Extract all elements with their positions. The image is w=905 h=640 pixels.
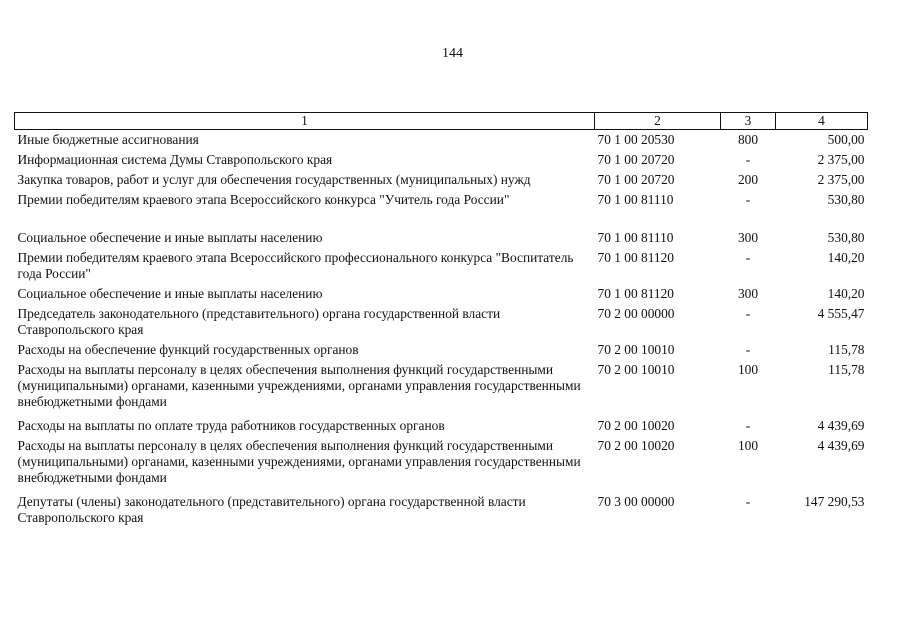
row-name: Премии победителям краевого этапа Всероссийского конкурса "Учитель года России"	[17, 192, 510, 207]
budget-table	[14, 112, 868, 528]
table-row	[15, 360, 868, 416]
row-code: 70 1 00 81120	[597, 286, 674, 301]
row-code: 70 1 00 20720	[597, 152, 675, 167]
row-type: 300	[737, 286, 759, 301]
table-row	[15, 170, 868, 190]
row-code: 70 1 00 81110	[597, 192, 674, 207]
row-amount: 2 375,00	[817, 152, 865, 167]
row-code: 70 2 00 10010	[597, 362, 675, 377]
table-row	[15, 248, 868, 284]
table-row	[15, 190, 868, 228]
row-type: -	[745, 494, 751, 509]
table-row	[15, 340, 868, 360]
row-code: 70 1 00 20530	[597, 132, 675, 147]
row-name: Председатель законодательного (представительного) органа государственной власти Ставропольского края	[17, 306, 501, 337]
row-name: Расходы на выплаты персоналу в целях обеспечения выполнения функций государственными (муниципальными) органами, казенными учреждениями, органами управления государственными внебюджетными фондами	[17, 438, 581, 485]
table-row	[15, 416, 868, 436]
table-row	[15, 436, 868, 492]
row-type: -	[745, 250, 751, 265]
table-row	[15, 304, 868, 340]
row-type: -	[745, 192, 751, 207]
row-name: Социальное обеспечение и иные выплаты населению	[17, 230, 323, 245]
row-amount: 530,80	[827, 230, 865, 245]
row-code: 70 2 00 10020	[597, 438, 675, 453]
column-header-2: 2	[595, 113, 721, 130]
row-amount: 2 375,00	[817, 172, 865, 187]
row-code: 70 1 00 81120	[597, 250, 674, 265]
row-name: Расходы на обеспечение функций государственных органов	[17, 342, 359, 357]
row-amount: 4 439,69	[817, 418, 865, 433]
row-type: 800	[737, 132, 759, 147]
row-type: -	[745, 306, 751, 321]
row-amount: 115,78	[828, 362, 865, 377]
row-name: Информационная система Думы Ставропольского края	[17, 152, 333, 167]
table-row	[15, 492, 868, 528]
page-number: 144	[442, 46, 463, 61]
table-row	[15, 228, 868, 248]
row-type: -	[745, 152, 751, 167]
table-row	[15, 130, 868, 151]
table-header-row	[15, 113, 868, 130]
row-name: Расходы на выплаты персоналу в целях обеспечения выполнения функций государственными (муниципальными) органами, казенными учреждениями, органами управления государственными внебюджетными фондами	[17, 362, 581, 409]
row-name: Депутаты (члены) законодательного (представительного) органа государственной власти Ставропольского края	[17, 494, 526, 525]
row-name: Социальное обеспечение и иные выплаты населению	[17, 286, 323, 301]
row-amount: 4 555,47	[817, 306, 865, 321]
row-type: -	[745, 342, 751, 357]
row-name: Закупка товаров, работ и услуг для обеспечения государственных (муниципальных) нужд	[17, 172, 531, 187]
row-name: Иные бюджетные ассигнования	[17, 132, 199, 147]
row-amount: 115,78	[828, 342, 865, 357]
row-amount: 140,20	[827, 250, 865, 265]
table-row	[15, 284, 868, 304]
row-name: Премии победителям краевого этапа Всероссийского профессионального конкурса "Воспитатель года России"	[17, 250, 574, 281]
row-type: 100	[737, 362, 759, 377]
row-code: 70 1 00 20720	[597, 172, 675, 187]
row-amount: 140,20	[827, 286, 865, 301]
row-code: 70 2 00 10020	[597, 418, 675, 433]
row-code: 70 2 00 00000	[597, 306, 675, 321]
row-type: 100	[737, 438, 759, 453]
column-header-1: 1	[15, 113, 595, 130]
row-type: 300	[737, 230, 759, 245]
row-amount: 530,80	[827, 192, 865, 207]
column-header-4: 4	[776, 113, 868, 130]
column-header-3: 3	[721, 113, 776, 130]
row-type: 200	[737, 172, 759, 187]
table-row	[15, 150, 868, 170]
row-code: 70 2 00 10010	[597, 342, 675, 357]
row-type: -	[745, 418, 751, 433]
row-amount: 147 290,53	[804, 494, 865, 509]
row-code: 70 3 00 00000	[597, 494, 675, 509]
row-amount: 500,00	[827, 132, 865, 147]
row-name: Расходы на выплаты по оплате труда работников государственных органов	[17, 418, 445, 433]
row-amount: 4 439,69	[817, 438, 865, 453]
row-code: 70 1 00 81110	[597, 230, 674, 245]
